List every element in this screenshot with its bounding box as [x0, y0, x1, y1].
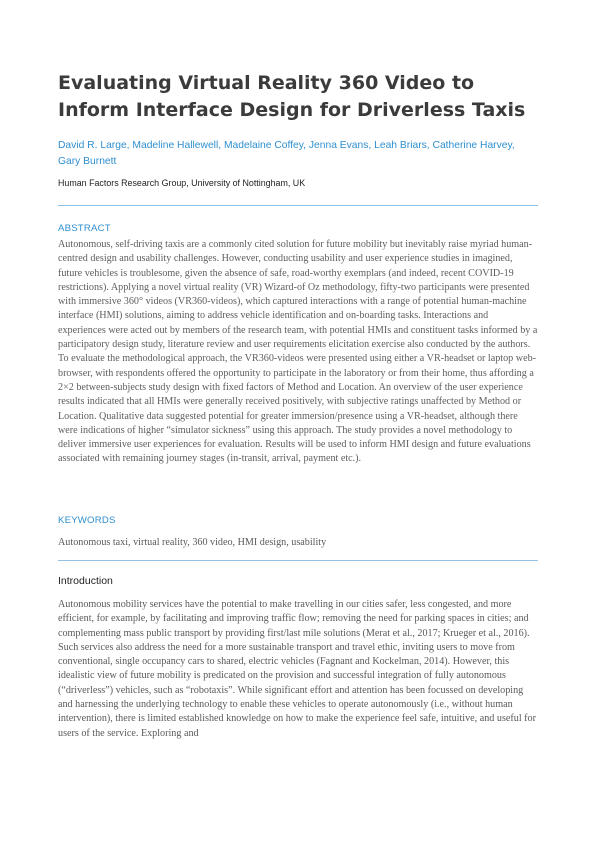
affiliation: Human Factors Research Group, University of Nottingham, UK: [58, 178, 306, 188]
keywords-bottom-rule: [58, 560, 538, 561]
abstract-text: Autonomous, self-driving taxis are a commonly cited solution for future mobility but inevitably raise myriad human-centred design and usability challenges. However, conducting usability and user experience studies in imagined, future vehicles is troublesome, given the absence of safe, road-worthy exemplars (and indeed, recent COVID-19 restrictions). Applying a novel virtual reality (VR) Wizard-of Oz methodology, fifty-two participants were presented with immersive 360° videos (VR360-videos), which captured interactions with a range of potential human-machine interface (HMI) solutions, aiming to address vehicle identification and on-boarding tasks. Interactions and experiences were acted out by members of the research team, with potential HMIs and constituent tasks informed by a participatory design study, literature review and user requirements elicitation exercise also conducted by the authors. To evaluate the methodological approach, the VR360-videos were presented using either a VR-headset or laptop web-browser, with respondents offered the opportunity to participate in the laboratory or from their home, thus affording a 2×2 between-subjects study design with fixed factors of Method and Location. An overview of the user experience results indicated that all HMIs were generally received positively, with subjective ratings unaffected by Method or Location. Qualitative data suggested potential for greater immersion/presence using a VR-headset, although there were indications of higher “simulator sickness” using this approach. The study provides a novel methodology to deliver immersive user experiences for evaluation. Results will be used to inform HMI design and future evaluations associated with remaining journey stages (in-transit, arrival, payment etc.).: [58, 239, 538, 465]
keywords-label: KEYWORDS: [58, 515, 116, 526]
abstract-top-rule: [58, 205, 538, 206]
introduction-text: Autonomous mobility services have the potential to make travelling in our cities safer, less congested, and more efficient, for example, by facilitating and improving traffic flow; removing the need for parking spaces in cities; and complementing mass public transport by providing first/last mile solutions (Merat et al., 2017; Krueger et al., 2016). Such services also address the need for a more sustainable transport and travel ethic, inviting users to move from conventional, single occupancy cars to shared, electric vehicles (Fagnant and Kockelman, 2014). However, this idealistic view of future mobility is predicated on the provision and successful integration of fully autonomous (“driverless”) vehicles, such as “robotaxis”. While significant effort and attention has been focussed on developing and harnessing the underlying technology to enable these vehicles to operate autonomously (i.e., without human intervention), there is limited established knowledge on how to make the experience feel safe, intuitive, and useful for users of the service. Exploring and: [58, 599, 536, 739]
abstract-label: ABSTRACT: [58, 223, 111, 234]
introduction-heading: Introduction: [58, 575, 113, 587]
author-list: David R. Large, Madeline Hallewell, Madelaine Coffey, Jenna Evans, Leah Briars, Catherine Harvey, Gary Burnett: [58, 140, 515, 167]
paper-title: Evaluating Virtual Reality 360 Video to Inform Interface Design for Driverless Taxis: [58, 72, 526, 121]
keywords-text: Autonomous taxi, virtual reality, 360 video, HMI design, usability: [58, 537, 327, 548]
